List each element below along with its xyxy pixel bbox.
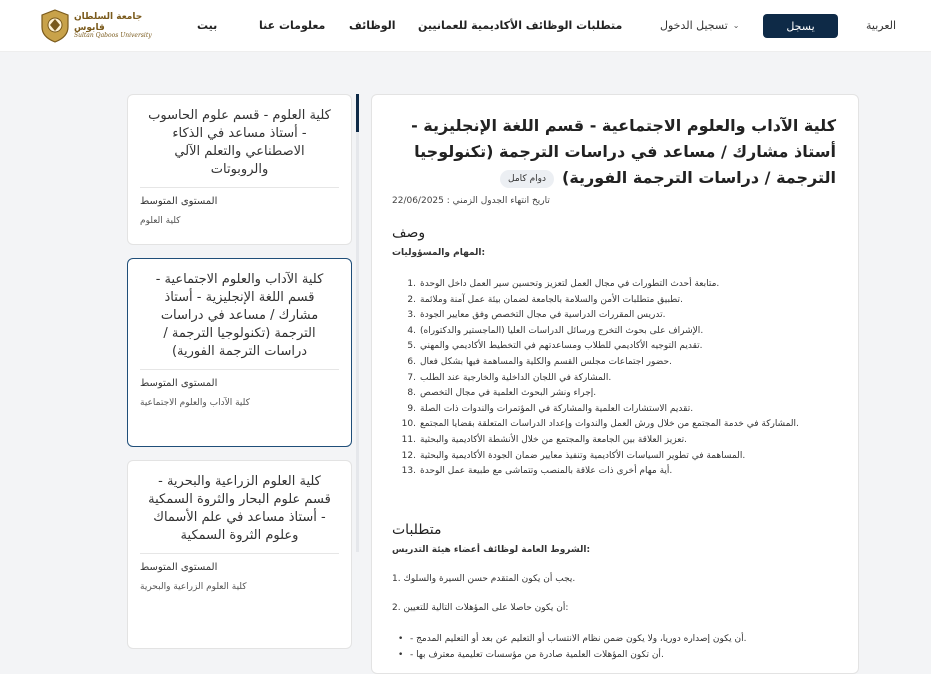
job-card-college: كلية الآداب والعلوم الاجتماعية bbox=[140, 398, 250, 408]
list-item: 1. متابعة أحدث التطورات في مجال العمل لتعزيز وتحسين سير العمل داخل الوحدة. bbox=[407, 279, 720, 289]
job-card[interactable] bbox=[127, 94, 352, 245]
list-item: 4. الإشراف على بحوث التخرج ورسائل الدراسات العليا (الماجستير والدكتوراه). bbox=[407, 325, 704, 336]
list-item: 2. تطبيق متطلبات الأمن والسلامة بالجامعة لضمان بيئة عمل آمنة وملائمة. bbox=[407, 294, 683, 305]
nav-about[interactable]: معلومات عنا bbox=[259, 19, 326, 32]
logo-arabic-text: جامعة السلطان قابوس bbox=[74, 12, 143, 33]
job-card-level: المستوى المتوسط bbox=[140, 196, 218, 207]
nav-home[interactable]: بيت bbox=[197, 19, 218, 32]
requirements-heading: متطلبات bbox=[392, 522, 442, 538]
list-item: 11. تعزيز العلاقة بين الجامعة والمجتمع من خلال الأنشطة الأكاديمية والبحثية. bbox=[401, 434, 687, 445]
login-dropdown[interactable] bbox=[660, 19, 739, 32]
scrollbar-thumb[interactable] bbox=[356, 94, 359, 132]
job-list[interactable] bbox=[127, 94, 352, 592]
list-item: 10. المشاركة في خدمة المجتمع من خلال ورش العمل والندوات وإعداد الدراسات المتعلقة بقضايا المجتمع. bbox=[401, 419, 799, 430]
job-card-college: كلية العلوم bbox=[140, 216, 181, 226]
list-item: • - أن تكون المؤهلات العلمية صادرة من مؤسسات تعليمية معترف بها. bbox=[392, 647, 836, 663]
list-item: 7. المشاركة في اللجان الداخلية والخارجية عند الطلب. bbox=[407, 372, 612, 383]
job-card-selected[interactable] bbox=[127, 258, 352, 447]
job-card-college: كلية العلوم الزراعية والبحرية bbox=[140, 582, 247, 592]
list-item: 6. حضور اجتماعات مجلس القسم والكلية والمساهمة فيها بشكل فعال. bbox=[407, 356, 672, 367]
job-title-text: كلية الآداب والعلوم الاجتماعية - قسم اللغة الإنجليزية - أستاذ مشارك / مساعد في دراسات الترجمة (تكنولوجيا الترجمة / دراسات الترجمة الفورية) bbox=[411, 116, 836, 187]
list-item: 13. أية مهام أخرى ذات علاقة بالمنصب وتتماشى مع طبيعة عمل الوحدة. bbox=[401, 466, 673, 477]
list-item: 12. المساهمة في تطوير السياسات الأكاديمية وتنفيذ معايير ضمان الجودة الأكاديمية والبحثية. bbox=[401, 450, 746, 461]
duties-list bbox=[392, 277, 836, 480]
job-list-scrollbar[interactable] bbox=[356, 94, 359, 552]
language-switch[interactable]: العربية bbox=[866, 19, 897, 32]
requirements-subheading: الشروط العامة لوظائف أعضاء هيئة التدريس: bbox=[392, 545, 591, 555]
top-header bbox=[0, 0, 931, 52]
list-item: 5. تقديم التوجيه الأكاديمي للطلاب ومساعدتهم في التخطيط الأكاديمي والمهني. bbox=[407, 341, 703, 352]
list-item: 9. تقديم الاستشارات العلمية والمشاركة في المؤتمرات والندوات ذات الصلة. bbox=[407, 403, 694, 414]
requirement-item: 2. أن يكون حاصلا على المؤهلات التالية للتعيين: bbox=[392, 603, 569, 613]
job-card-title: كلية العلوم - قسم علوم الحاسوب - أستاذ مساعد في الذكاء الاصطناعي والتعلم الآلي والروبوتات bbox=[140, 107, 339, 188]
job-detail-panel bbox=[371, 94, 859, 674]
qualification-bullets bbox=[392, 631, 836, 663]
job-title bbox=[392, 113, 836, 191]
job-card-level: المستوى المتوسط bbox=[140, 562, 218, 573]
employment-type-badge: دوام كامل bbox=[500, 170, 554, 188]
job-card-title: كلية العلوم الزراعية والبحرية - قسم علوم البحار والثروة السمكية - أستاذ مساعد في علم الأسماك وعلوم الثروة السمكية bbox=[140, 473, 339, 554]
chevron-down-icon: ⌄ bbox=[732, 21, 740, 30]
logo-english-text: Sultan Qaboos University bbox=[74, 31, 152, 39]
description-heading: وصف bbox=[392, 225, 426, 241]
requirement-item: 1. يجب أن يكون المتقدم حسن السيرة والسلوك. bbox=[392, 574, 576, 584]
duties-heading: المهام والمسؤوليات: bbox=[392, 248, 486, 258]
job-card[interactable] bbox=[127, 460, 352, 649]
register-button[interactable]: يسجل bbox=[763, 14, 838, 38]
login-label: تسجيل الدخول bbox=[660, 19, 728, 32]
nav-academic-requirements[interactable]: متطلبات الوظائف الأكاديمية للعمانيين bbox=[418, 19, 623, 32]
deadline-text: تاريخ انتهاء الجدول الزمني : 22/06/2025 bbox=[392, 196, 550, 206]
list-item: • - أن يكون إصداره دوريا، ولا يكون ضمن نظام الانتساب أو التعليم عن بعد أو التعليم المدمج. bbox=[392, 631, 836, 647]
job-card-level: المستوى المتوسط bbox=[140, 378, 218, 389]
university-logo[interactable] bbox=[40, 8, 156, 44]
header-band bbox=[0, 53, 931, 81]
list-item: 8. إجراء ونشر البحوث العلمية في مجال التخصص. bbox=[407, 388, 597, 399]
job-card-title: كلية الآداب والعلوم الاجتماعية - قسم اللغة الإنجليزية - أستاذ مشارك / مساعد في دراسات الترجمة (تكنولوجيا الترجمة / دراسات الترجمة الفورية) bbox=[140, 271, 339, 370]
university-emblem-icon bbox=[40, 9, 70, 43]
nav-jobs[interactable]: الوظائف bbox=[349, 19, 396, 32]
list-item: 3. تدريس المقررات الدراسية في مجال التخصص وفق معايير الجودة. bbox=[407, 310, 666, 321]
